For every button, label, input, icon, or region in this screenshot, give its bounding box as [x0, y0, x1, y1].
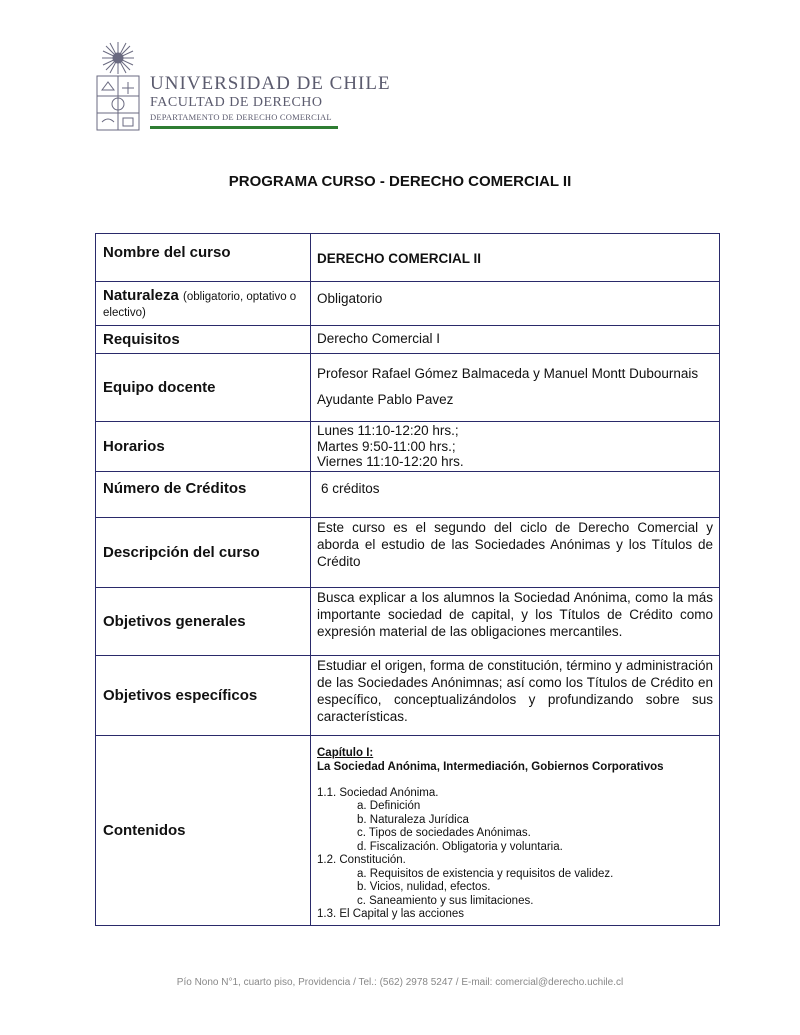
value-creditos: 6 créditos — [311, 472, 720, 518]
value-obj-especificos: Estudiar el origen, forma de constitución, término y administración de las Sociedades Anónimnas; así como los Títulos de Crédito en específico, conceptualizándolos y profundizando sobre sus características. — [311, 656, 720, 736]
label-creditos: Número de Créditos — [96, 472, 311, 518]
list-item: 1.1. Sociedad Anónima. — [317, 786, 439, 799]
label-naturaleza-text: Naturaleza — [103, 286, 179, 304]
horario-line: Martes 9:50-11:00 hrs.; — [317, 438, 456, 454]
chapter-title: La Sociedad Anónima, Intermediación, Gobiernos Corporativos — [317, 761, 664, 774]
label-requisitos: Requisitos — [96, 326, 311, 354]
row-contenidos — [96, 736, 720, 926]
page-title: PROGRAMA CURSO - DERECHO COMERCIAL II — [228, 173, 572, 190]
value-requisitos: Derecho Comercial I — [311, 326, 720, 354]
university-crest-icon — [94, 40, 142, 132]
letterhead — [94, 40, 391, 135]
university-name: UNIVERSIDAD DE CHILE — [150, 73, 391, 94]
label-descripcion: Descripción del curso — [96, 518, 311, 588]
chapter-heading: Capítulo I: — [317, 747, 374, 759]
value-horarios — [311, 422, 720, 472]
list-item: 1.2. Constitución. — [317, 854, 406, 867]
row-creditos — [96, 472, 720, 518]
label-horarios: Horarios — [96, 422, 311, 472]
list-item: 1.3. El Capital y las acciones — [317, 908, 465, 921]
ayudante-text: Ayudante Pablo Pavez — [317, 392, 454, 407]
accent-bar — [150, 126, 338, 129]
row-naturaleza — [96, 282, 720, 326]
row-nombre — [96, 234, 720, 282]
label-naturaleza-note: (obligatorio, optativo o electivo) — [103, 290, 297, 319]
course-table — [95, 233, 720, 926]
value-equipo — [311, 354, 720, 422]
label-contenidos: Contenidos — [96, 736, 311, 926]
row-obj-generales — [96, 588, 720, 656]
label-obj-generales: Objetivos generales — [96, 588, 311, 656]
horario-line: Viernes 11:10-12:20 hrs. — [317, 454, 464, 470]
list-item: d. Fiscalización. Obligatoria y voluntaria. — [357, 840, 563, 853]
label-naturaleza — [96, 282, 311, 326]
value-naturaleza: Obligatorio — [311, 282, 720, 326]
list-item: b. Vicios, nulidad, efectos. — [357, 881, 491, 894]
footer-contact: Pío Nono N°1, cuarto piso, Providencia / Tel.: (562) 2978 5247 / E-mail: comercial@derecho.uchile.cl — [176, 977, 624, 988]
horario-line: Lunes 11:10-12:20 hrs.; — [317, 423, 459, 439]
label-obj-especificos: Objetivos específicos — [96, 656, 311, 736]
row-requisitos — [96, 326, 720, 354]
value-nombre: DERECHO COMERCIAL II — [311, 234, 720, 282]
row-equipo — [96, 354, 720, 422]
profesor-text: Profesor Rafael Gómez Balmaceda y Manuel Montt Dubournais — [317, 366, 699, 382]
list-item: b. Naturaleza Jurídica — [357, 813, 469, 826]
row-descripcion — [96, 518, 720, 588]
label-nombre: Nombre del curso — [96, 234, 311, 282]
label-equipo: Equipo docente — [96, 354, 311, 422]
list-item: c. Tipos de sociedades Anónimas. — [357, 827, 531, 840]
faculty-name: FACULTAD DE DERECHO — [150, 95, 323, 110]
value-obj-generales: Busca explicar a los alumnos la Sociedad Anónima, como la más importante sociedad de capital, y los Títulos de Crédito como expresión material de las obligaciones mercantiles. — [311, 588, 720, 656]
row-horarios — [96, 422, 720, 472]
department-name: DEPARTAMENTO DE DERECHO COMERCIAL — [150, 112, 332, 122]
row-obj-especificos — [96, 656, 720, 736]
value-descripcion: Este curso es el segundo del ciclo de Derecho Comercial y aborda el estudio de las Sociedades Anónimas y los Títulos de Crédito — [311, 518, 720, 588]
value-contenidos — [311, 736, 720, 926]
list-item: a. Definición — [357, 800, 421, 813]
list-item: a. Requisitos de existencia y requisitos de validez. — [357, 867, 614, 880]
list-item: c. Saneamiento y sus limitaciones. — [357, 894, 534, 907]
